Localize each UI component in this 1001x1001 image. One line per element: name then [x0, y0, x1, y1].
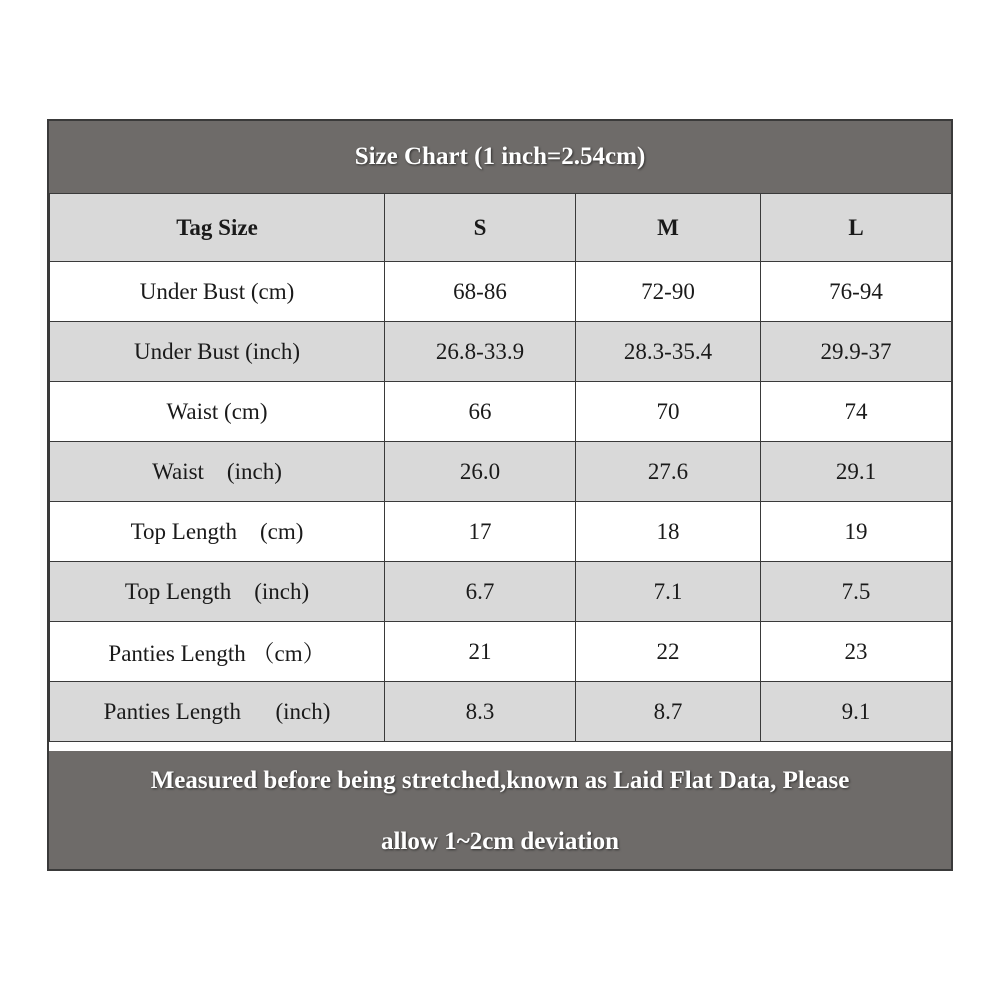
- measurement-note: [49, 751, 951, 869]
- cell-s: 21: [385, 622, 576, 682]
- cell-l: 76-94: [761, 262, 952, 322]
- cell-s: 26.8-33.9: [385, 322, 576, 382]
- cell-m: 18: [576, 502, 761, 562]
- row-label: Under Bust (inch): [50, 322, 385, 382]
- row-label: Top Length (cm): [50, 502, 385, 562]
- cell-l: 23: [761, 622, 952, 682]
- table-row: [50, 502, 952, 562]
- header-size-l: L: [761, 194, 952, 262]
- cell-l: 19: [761, 502, 952, 562]
- cell-l: 9.1: [761, 682, 952, 742]
- note-line-1: Measured before being stretched,known as Laid Flat Data, Please: [150, 767, 850, 794]
- table-row: [50, 442, 952, 502]
- cell-s: 6.7: [385, 562, 576, 622]
- cell-s: 66: [385, 382, 576, 442]
- header-tag-size: Tag Size: [50, 194, 385, 262]
- size-table: [49, 193, 952, 742]
- cell-m: 72-90: [576, 262, 761, 322]
- cell-m: 7.1: [576, 562, 761, 622]
- cell-s: 17: [385, 502, 576, 562]
- cell-s: 26.0: [385, 442, 576, 502]
- cell-m: 27.6: [576, 442, 761, 502]
- note-line-2: allow 1~2cm deviation: [381, 828, 619, 855]
- row-label: Waist (inch): [50, 442, 385, 502]
- table-header-row: [50, 194, 952, 262]
- header-size-m: M: [576, 194, 761, 262]
- cell-m: 22: [576, 622, 761, 682]
- row-label: Panties Length （cm）: [50, 622, 385, 682]
- row-label: Panties Length (inch): [50, 682, 385, 742]
- cell-l: 7.5: [761, 562, 952, 622]
- table-row: [50, 562, 952, 622]
- size-chart: [47, 119, 953, 871]
- cell-l: 29.1: [761, 442, 952, 502]
- header-size-s: S: [385, 194, 576, 262]
- cell-l: 74: [761, 382, 952, 442]
- row-label: Top Length (inch): [50, 562, 385, 622]
- cell-s: 68-86: [385, 262, 576, 322]
- table-row: [50, 262, 952, 322]
- row-label: Waist (cm): [50, 382, 385, 442]
- table-row: [50, 322, 952, 382]
- table-row: [50, 682, 952, 742]
- cell-l: 29.9-37: [761, 322, 952, 382]
- cell-m: 70: [576, 382, 761, 442]
- table-row: [50, 382, 952, 442]
- row-label: Under Bust (cm): [50, 262, 385, 322]
- cell-m: 28.3-35.4: [576, 322, 761, 382]
- cell-s: 8.3: [385, 682, 576, 742]
- chart-title: Size Chart (1 inch=2.54cm): [49, 121, 951, 193]
- cell-m: 8.7: [576, 682, 761, 742]
- table-row: [50, 622, 952, 682]
